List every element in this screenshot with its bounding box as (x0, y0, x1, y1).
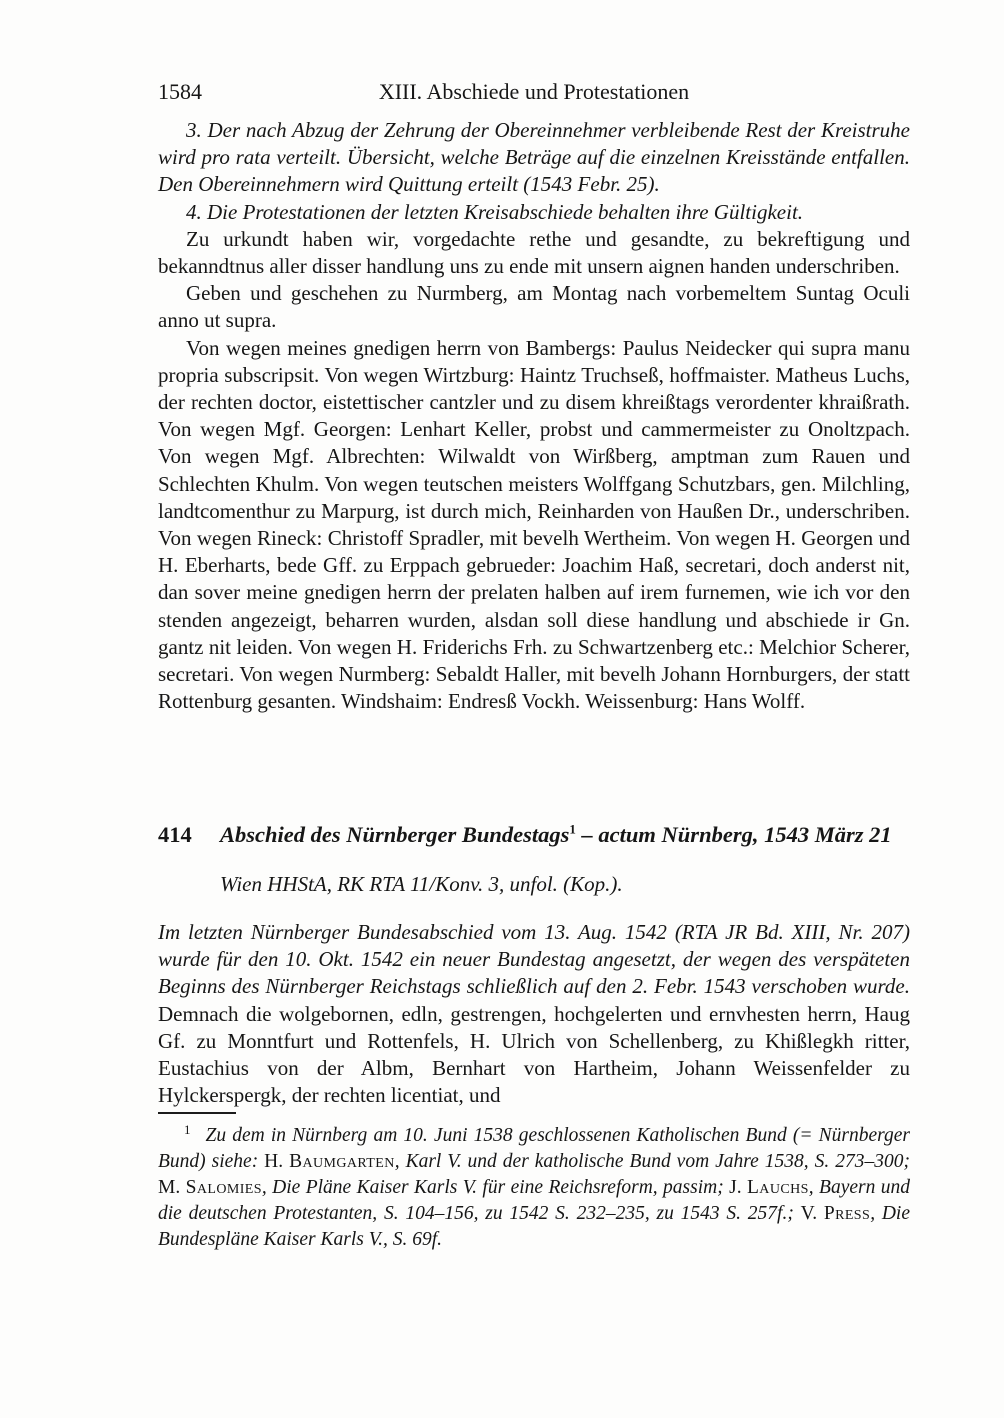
footnote-segment-0: Zu dem in Nürnberg am 10. Juni 1538 geschlossenen Katholischen Bund (= Nürnberger Bund) siehe: (158, 1125, 910, 1172)
footnote-author-press: Press (823, 1203, 871, 1224)
footnote-author-salomies: Salomies (185, 1177, 262, 1198)
running-title: XIII. Abschiede und Protestationen (378, 79, 690, 104)
footnote-author-baumgarten: Baumgarten (289, 1151, 395, 1172)
section-title (220, 820, 910, 850)
footnote-area (158, 1112, 910, 1253)
dateline-paragraph: Geben und geschehen zu Nurmberg, am Montag nach vorbemeltem Suntag Oculi anno ut supra. (158, 281, 910, 333)
footnote-segment-10: V. (800, 1203, 824, 1224)
footnote-segment-4: M. (158, 1177, 186, 1198)
intro-paragraph (158, 919, 910, 1109)
footnote-1 (158, 1123, 910, 1253)
intro-text (158, 919, 910, 1109)
section-number: 414 (158, 822, 192, 847)
footnote-separator (158, 1112, 236, 1114)
signatures-paragraph: Von wegen meines gnedigen herrn von Bambergs: Paulus Neidecker qui supra manu propria subscripsit. Von wegen Wirtzburg: Haintz Truchseß, hoffmaister. Matheus Luchs, der rechten doctor, eistettischer cantzler und zu disem khreißtags verordenter khraißrath. Von wegen Mgf. Georgen: Lenhart Keller, probst und cammermeister zu Onoltzpach. Von wegen Mgf. Albrechten: Wilwaldt von Wirßberg, amptman zum Rauen und Schlechten Khulm. Von wegen teutschen meisters Wolffgang Schutzbars, gen. Milchling, landtcomenthur zu Marpurg, ist durch mich, Reinharden von Haußen Dr., underschriben. Von wegen Rineck: Christoff Spradler, mit bevelh Wertheim. Von wegen H. Georgen und H. Eberharts, bede Gff. zu Erppach gebrueder: Joachim Haß, secretari, doch anderst nit, dan sover meine gnedigen herrn der prelaten halben auf irem furnemen, wie ich vor den stenden angezeigt, beharren wurden, alsdan soll diese handlung und abschiede ir Gn. gantz nit leiden. Von wegen H. Friderichs Frh. zu Schwartzenberg etc.: Melchior Scherer, secretari. Von wegen Nurmberg: Sebaldt Haller, mit bevelh Johann Hornburgers, der statt Rottenburg gesanten. Windshaim: Endresß Vockh. Weissenburg: Hans Wolff. (158, 335, 910, 714)
section-414 (158, 820, 910, 1109)
summary-paragraph-4: 4. Die Protestationen der letzten Kreisabschiede behalten ihre Gültigkeit. (186, 199, 804, 224)
section-heading (158, 820, 910, 850)
page-header (158, 80, 910, 104)
footnote-marker: 1 (184, 1121, 191, 1137)
page-number: 1584 (158, 79, 202, 104)
intro-document-segment: Demnach die wolgebornen, edln, gestrengen, hochgelerten und ernvhesten herrn, Haug Gf. zu Monntfurt und Rottenfels, H. Ulrich von Schellenberg, zu Khißlegkh ritter, Eustachius von der Albm, Bernhart von Hartheim, Johann Weissenfelder zu Hylckerspergk, der rechten licentiat, und (158, 1001, 910, 1108)
footnote-segment-1: H. (264, 1151, 290, 1172)
footnote-segment-6: , Die Pläne Kaiser Karls V. für eine Reichsreform, passim; (261, 1177, 730, 1198)
document-body (158, 117, 910, 715)
footnote-segment-12: , Die Bundespläne Kaiser Karls V., S. 69f. (158, 1203, 911, 1250)
intro-editorial-segment: Im letzten Nürnberger Bundesabschied vom 13. Aug. 1542 (RTA JR Bd. XIII, Nr. 207) wurde für den 10. Okt. 1542 ein neuer Bundestag angesetzt, der wegen des verspäteten Beginns des Nürnberger Reichstags schließlich auf den 2. Febr. 1543 verschoben wurde. (158, 920, 910, 999)
archive-source-line: Wien HHStA, RK RTA 11/Konv. 3, unfol. (Kop.). (220, 872, 623, 896)
footnote-segment-3: , Karl V. und der katholische Bund vom Jahre 1538, S. 273–300; (394, 1151, 910, 1172)
footnote-segment-7: J. (729, 1177, 747, 1198)
attestation-paragraph: Zu urkundt haben wir, vorgedachte rethe und gesandte, zu bekreftigung und bekanndtnus aller disser handlung uns zu ende mit unsern aignen handen underschriben. (158, 226, 910, 279)
section-title-date: – actum Nürnberg, 1543 März 21 (575, 822, 892, 847)
footnote-segment-9: , Bayern und die deutschen Protestanten, S. 104–156, zu 1542 S. 232–235, zu 1543 S. 257f.; (158, 1177, 911, 1224)
footnote-author-lauchs: Lauchs (747, 1177, 809, 1198)
footnote-reference-marker: 1 (569, 821, 576, 837)
summary-paragraph-3: 3. Der nach Abzug der Zehrung der Obereinnehmer verbleibende Rest der Kreistruhe wird pro rata verteilt. Übersicht, welche Beträge auf die einzelnen Kreisstände entfallen. Den Obereinnehmern wird Quittung erteilt (1543 Febr. 25). (158, 118, 910, 197)
section-title-main: Abschied des Nürnberger Bundestags (220, 822, 570, 847)
